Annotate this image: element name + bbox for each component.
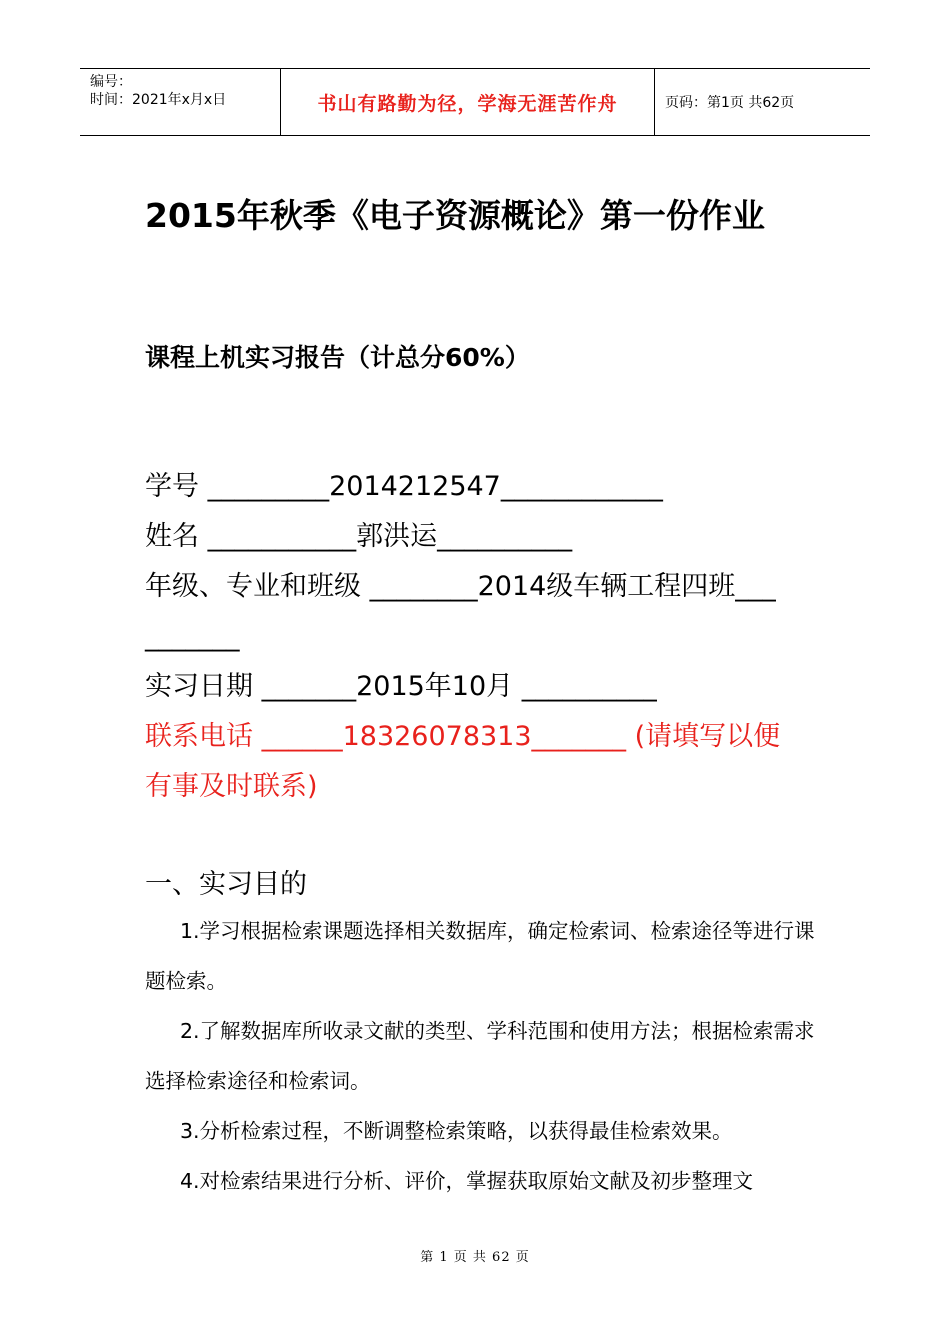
- header-meta: [80, 69, 281, 135]
- header-motto: 书山有路勤为径，学海无涯苦作舟: [281, 69, 655, 135]
- student-major-line-continued: _______: [145, 621, 240, 652]
- page-header: [80, 68, 870, 136]
- student-name-line: 姓名 ___________郭洪运__________: [145, 521, 573, 552]
- purpose-item-1: 1.学习根据检索课题选择相关数据库，确定检索词、检索途径等进行课题检索。: [145, 919, 815, 993]
- section-body-purpose: [145, 906, 815, 1206]
- section-heading-purpose: 一、实习目的: [145, 869, 307, 900]
- purpose-item-2: 2.了解数据库所收录文献的类型、学科范围和使用方法；根据检索需求选择检索途径和检索词。: [145, 1019, 815, 1093]
- student-id-line: 学号 _________2014212547____________: [145, 471, 663, 502]
- header-time-label: 时间：2021年x月x日: [90, 92, 227, 108]
- page-footer: 第 1 页 共 62 页: [420, 1250, 530, 1265]
- purpose-item-3: 3.分析检索过程，不断调整检索策略，以获得最佳检索效果。: [180, 1119, 733, 1143]
- contact-phone-line: 联系电话 ______18326078313_______ (请填写以便: [145, 721, 781, 752]
- purpose-item-4: 4.对检索结果进行分析、评价，掌握获取原始文献及初步整理文: [180, 1169, 754, 1193]
- student-major-line: 年级、专业和班级 ________2014级车辆工程四班___: [145, 571, 776, 602]
- header-page-info: 页码：第1页 共62页: [665, 95, 795, 111]
- student-info-block: [145, 462, 815, 812]
- document-title: 2015年秋季《电子资源概论》第一份作业: [145, 196, 765, 235]
- practice-date-line: 实习日期 _______2015年10月 __________: [145, 671, 657, 702]
- header-number-label: 编号：: [90, 74, 132, 90]
- contact-phone-line-continued: 有事及时联系): [145, 771, 318, 802]
- document-subtitle: 课程上机实习报告（计总分60%）: [145, 343, 530, 372]
